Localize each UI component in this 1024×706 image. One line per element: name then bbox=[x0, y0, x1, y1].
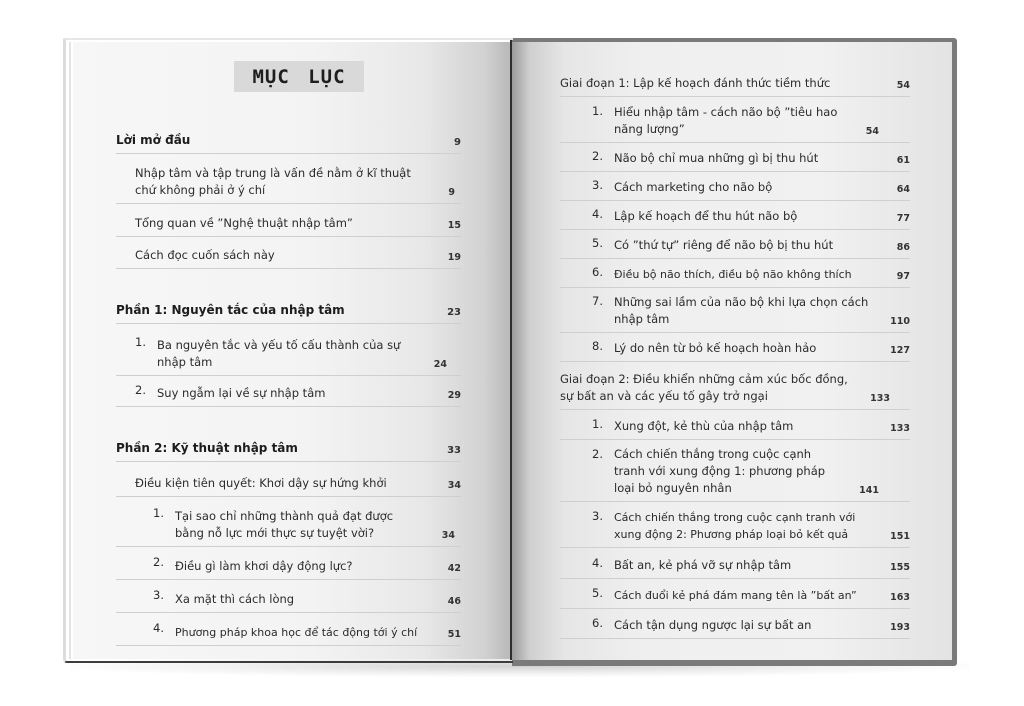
toc-entry-text: Tại sao chỉ những thành quả đạt được bằng nỗ lực mới thực sự tuyệt vời? bbox=[175, 509, 394, 540]
toc-entry-text: Não bộ chỉ mua những gì bị thu hút bbox=[614, 151, 819, 165]
toc-entry-number: 2. bbox=[153, 555, 164, 569]
toc-entry-page: 54 bbox=[865, 126, 879, 137]
toc-entry bbox=[560, 264, 910, 288]
toc-entry-number: 8. bbox=[592, 339, 603, 353]
toc-entry-text: Bất an, kẻ phá vỡ sự nhập tâm bbox=[614, 558, 792, 572]
toc-entry-page: 110 bbox=[890, 316, 910, 327]
toc-entry-page: 97 bbox=[896, 271, 910, 282]
toc-entry bbox=[116, 505, 461, 547]
toc-title-box bbox=[234, 61, 364, 92]
toc-entry bbox=[116, 554, 461, 580]
toc-entry-number: 6. bbox=[592, 616, 603, 630]
toc-entry-page: 42 bbox=[447, 563, 461, 574]
toc-entry-text: Phần 2: Kỹ thuật nhập tâm bbox=[116, 441, 298, 455]
toc-entry-number: 4. bbox=[153, 621, 164, 635]
toc-entry-number: 4. bbox=[592, 207, 603, 221]
toc-entry bbox=[116, 382, 461, 407]
toc-entry-text: Điều bộ não thích, điều bộ não không thích bbox=[614, 268, 852, 281]
toc-entry-number: 2. bbox=[592, 149, 603, 163]
toc-entry-number: 1. bbox=[135, 335, 146, 349]
toc-entry-text: Lời mở đầu bbox=[116, 133, 191, 147]
toc-entry-text: Ba nguyên tắc và yếu tố cấu thành của sự nhập tâm bbox=[157, 338, 401, 369]
toc-entry-text: Lý do nên từ bỏ kế hoạch hoàn hảo bbox=[614, 341, 817, 355]
toc-entry bbox=[116, 587, 461, 613]
toc-entry bbox=[116, 162, 461, 204]
toc-entry-page: 51 bbox=[447, 629, 461, 640]
toc-entry bbox=[560, 555, 910, 579]
toc-entry-text: Xung đột, kẻ thù của nhập tâm bbox=[614, 419, 794, 433]
toc-entry-page: 34 bbox=[441, 530, 455, 541]
toc-entry-text: Phương pháp khoa học để tác động tới ý chí bbox=[175, 626, 418, 639]
toc-entry-page: 23 bbox=[447, 307, 461, 318]
toc-entry-number: 3. bbox=[592, 178, 603, 192]
toc-entry-text: Cách đuổi kẻ phá đám mang tên là ”bất an” bbox=[614, 589, 857, 602]
toc-entry-page: 127 bbox=[890, 345, 910, 356]
toc-entry-text: Cách chiến thắng trong cuộc cạnh tranh với xung động 2: Phương pháp loại bỏ kết quả bbox=[614, 511, 856, 541]
toc-entry-text: Có ”thứ tự” riêng để não bộ bị thu hút bbox=[614, 238, 834, 252]
toc-entry bbox=[560, 206, 910, 230]
toc-entry-text: Giai đoạn 2: Điều khiển những cảm xúc bốc đồng, sự bất an và các yếu tố gây trở ngại bbox=[560, 372, 848, 403]
toc-entry-number: 2. bbox=[135, 383, 146, 397]
toc-entry-number: 1. bbox=[592, 104, 603, 118]
toc-entry bbox=[560, 235, 910, 259]
toc-title: MỤC LỤC bbox=[252, 65, 346, 88]
toc-entry bbox=[116, 244, 461, 269]
toc-entry bbox=[116, 334, 461, 376]
toc-entry-text: Xa mặt thì cách lòng bbox=[175, 592, 295, 606]
toc-entry-number: 4. bbox=[592, 556, 603, 570]
toc-entry-text: Nhập tâm và tập trung là vấn đề nằm ở kĩ thuật chứ không phải ở ý chí bbox=[135, 166, 411, 197]
toc-entry bbox=[560, 177, 910, 201]
toc-entry-page: 193 bbox=[890, 622, 910, 633]
toc-entry-page: 24 bbox=[433, 359, 447, 370]
toc-entry-number: 7. bbox=[592, 294, 603, 308]
toc-entry-page: 9 bbox=[448, 187, 455, 198]
toc-entry-page: 9 bbox=[454, 137, 461, 148]
toc-entry-number: 3. bbox=[592, 509, 603, 523]
toc-entry-page: 34 bbox=[447, 480, 461, 491]
toc-entry-page: 86 bbox=[896, 242, 910, 253]
toc-entry-page: 46 bbox=[447, 596, 461, 607]
toc-entry bbox=[560, 446, 910, 502]
toc-entry-text: Cách tận dụng ngược lại sự bất an bbox=[614, 618, 812, 632]
toc-entry-page: 133 bbox=[890, 423, 910, 434]
toc-entry-number: 1. bbox=[592, 417, 603, 431]
toc-entry-number: 5. bbox=[592, 586, 603, 600]
toc-entry-page: 33 bbox=[447, 445, 461, 456]
toc-entry-text: Hiểu nhập tâm - cách não bộ ”tiêu hao năng lượng” bbox=[614, 105, 838, 136]
toc-entry bbox=[116, 470, 461, 497]
toc-entry-text: Điều gì làm khơi dậy động lực? bbox=[175, 559, 353, 573]
toc-entry-page: 77 bbox=[896, 213, 910, 224]
toc-entry bbox=[560, 508, 910, 548]
toc-entry-page: 29 bbox=[447, 390, 461, 401]
toc-entry-page: 54 bbox=[896, 80, 910, 91]
toc-entry bbox=[560, 148, 910, 172]
toc-entry-text: Lập kế hoạch để thu hút não bộ bbox=[614, 209, 798, 223]
toc-entry-text: Giai đoạn 1: Lập kế hoạch đánh thức tiềm thức bbox=[560, 76, 831, 90]
toc-entry-text: Điều kiện tiên quyết: Khơi dậy sự hứng khởi bbox=[135, 476, 387, 490]
toc-entry bbox=[560, 615, 910, 639]
toc-entry bbox=[560, 416, 910, 440]
toc-entry bbox=[116, 130, 461, 154]
toc-entry-number: 2. bbox=[592, 447, 603, 461]
toc-entry-number: 6. bbox=[592, 265, 603, 279]
toc-entry bbox=[116, 620, 461, 646]
toc-entry-number: 3. bbox=[153, 588, 164, 602]
toc-entry-page: 61 bbox=[896, 155, 910, 166]
toc-entry bbox=[116, 212, 461, 237]
toc-entry bbox=[560, 370, 910, 410]
toc-entry-page: 64 bbox=[896, 184, 910, 195]
toc-entry-page: 163 bbox=[890, 592, 910, 603]
toc-entry bbox=[560, 338, 910, 362]
toc-entry bbox=[116, 300, 461, 324]
toc-entry bbox=[560, 103, 910, 143]
toc-entry-number: 5. bbox=[592, 236, 603, 250]
toc-entry-text: Tổng quan về ”Nghệ thuật nhập tâm” bbox=[135, 216, 353, 230]
toc-entry-text: Cách marketing cho não bộ bbox=[614, 180, 773, 194]
toc-entry-text: Suy ngẫm lại về sự nhập tâm bbox=[157, 386, 326, 400]
book-spine bbox=[510, 40, 512, 660]
toc-entry-text: Phần 1: Nguyên tắc của nhập tâm bbox=[116, 303, 345, 317]
toc-entry-page: 15 bbox=[447, 220, 461, 231]
toc-entry bbox=[560, 73, 910, 97]
toc-entry-page: 19 bbox=[447, 252, 461, 263]
toc-entry-page: 155 bbox=[890, 562, 910, 573]
toc-entry-page: 133 bbox=[870, 393, 890, 404]
toc-entry bbox=[116, 438, 461, 462]
toc-entry-page: 151 bbox=[890, 531, 910, 542]
toc-entry-number: 1. bbox=[153, 506, 164, 520]
toc-entry-text: Những sai lầm của não bộ khi lựa chọn cách nhập tâm bbox=[614, 295, 869, 326]
toc-entry bbox=[560, 293, 910, 333]
toc-entry-page: 141 bbox=[859, 485, 879, 496]
toc-entry-text: Cách đọc cuốn sách này bbox=[135, 248, 275, 262]
toc-entry-text: Cách chiến thắng trong cuộc cạnh tranh với xung động 1: phương pháp loại bỏ nguyên nhân bbox=[614, 447, 826, 495]
toc-entry bbox=[560, 585, 910, 609]
